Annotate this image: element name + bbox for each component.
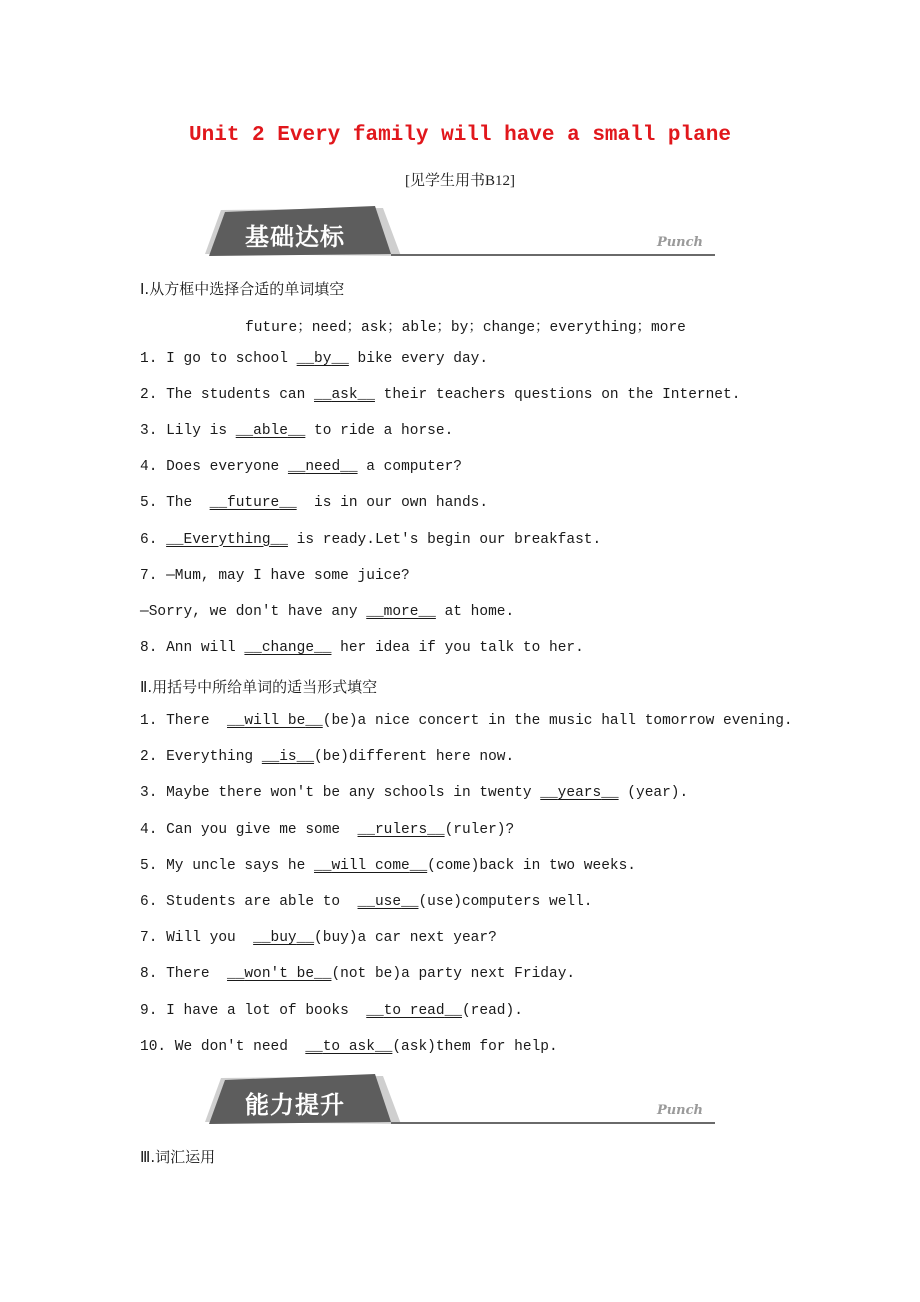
item-text: at home. bbox=[435, 603, 515, 620]
item-text: 10. We don't need bbox=[140, 1038, 306, 1055]
item-text: (not be)a party next Friday. bbox=[331, 966, 576, 983]
item-text: (ruler)? bbox=[444, 821, 515, 838]
exercise-item bbox=[140, 930, 497, 946]
item-text: 2. The students can bbox=[140, 387, 315, 404]
blank-underline: __ bbox=[279, 495, 297, 512]
blank-underline: __ bbox=[314, 387, 332, 404]
item-text: (use)computers well. bbox=[418, 894, 593, 910]
item-text: —Sorry, we don't have any bbox=[140, 603, 367, 620]
blank-underline: __ bbox=[287, 423, 306, 440]
item-text: 7. —Mum, may I have some juice? bbox=[140, 567, 410, 584]
item-text: (come)back in two weeks. bbox=[427, 857, 637, 874]
blank-underline: __ bbox=[357, 894, 375, 910]
exercise-item bbox=[140, 459, 462, 475]
exercise-item bbox=[140, 785, 688, 801]
answer-text: ask bbox=[331, 387, 358, 404]
exercise-item bbox=[140, 532, 601, 548]
item-text: 6. Students are able to bbox=[140, 894, 358, 910]
answer-text: won't be bbox=[244, 966, 315, 983]
item-text: 9. I have a lot of books bbox=[140, 1002, 367, 1019]
item-text: 3. Lily is bbox=[140, 423, 236, 440]
blank-underline: __ bbox=[366, 603, 384, 620]
blank-underline: __ bbox=[209, 495, 228, 512]
answer-text: more bbox=[383, 603, 419, 620]
item-text: 8. There bbox=[140, 966, 228, 983]
item-text: (be)different here now. bbox=[314, 749, 515, 766]
word-box: future；need；ask；able；by；change；everything；more bbox=[245, 320, 686, 336]
exercise-item bbox=[140, 749, 514, 765]
answer-text: is bbox=[279, 749, 297, 766]
section-banner-advanced bbox=[205, 1072, 717, 1126]
banner-title: 基础达标 bbox=[245, 223, 345, 251]
blank-underline: __ bbox=[331, 351, 349, 367]
item-text: (year). bbox=[618, 785, 689, 802]
blank-underline: __ bbox=[374, 1038, 393, 1055]
blank-underline: __ bbox=[287, 459, 306, 476]
blank-underline: __ bbox=[601, 785, 619, 802]
blank-underline: __ bbox=[314, 857, 332, 874]
item-text: (be)a nice concert in the music hall tomorrow evening. bbox=[322, 713, 793, 729]
exercise-item bbox=[140, 822, 514, 838]
answer-text: will come bbox=[331, 857, 410, 874]
answer-text: need bbox=[305, 459, 341, 476]
item-text: her idea if you talk to her. bbox=[331, 639, 584, 656]
answer-text: use bbox=[374, 894, 402, 910]
answer-text: by bbox=[314, 351, 332, 367]
item-text: their teachers questions on the Internet. bbox=[374, 387, 741, 404]
blank-underline: __ bbox=[409, 857, 428, 874]
blank-underline: __ bbox=[296, 930, 315, 947]
blank-underline: __ bbox=[296, 749, 315, 766]
item-text: 8. Ann will bbox=[140, 639, 245, 656]
item-text: 3. Maybe there won't be any schools in twenty bbox=[140, 785, 541, 802]
blank-underline: __ bbox=[418, 603, 436, 620]
blank-underline: __ bbox=[401, 894, 419, 910]
part2-heading: Ⅱ.用括号中所给单词的适当形式填空 bbox=[140, 678, 378, 696]
banner-punch-label: Punch bbox=[656, 235, 703, 250]
answer-text: to read bbox=[383, 1002, 445, 1019]
item-text: 1. There bbox=[140, 713, 228, 729]
item-text: (ask)them for help. bbox=[392, 1038, 558, 1055]
item-text: 4. Can you give me some bbox=[140, 821, 358, 838]
exercise-item bbox=[140, 713, 793, 729]
item-text: 5. My uncle says he bbox=[140, 857, 315, 874]
blank-underline: __ bbox=[305, 713, 323, 729]
page-title: Unit 2 Every family will have a small plane bbox=[189, 124, 731, 147]
answer-text: to ask bbox=[322, 1038, 375, 1055]
blank-underline: __ bbox=[305, 1038, 323, 1055]
exercise-item bbox=[140, 604, 514, 620]
exercise-item bbox=[140, 351, 488, 367]
answer-text: buy bbox=[270, 930, 297, 947]
exercise-item bbox=[140, 423, 453, 439]
blank-underline: __ bbox=[166, 531, 184, 548]
exercise-item bbox=[140, 1039, 558, 1055]
blank-underline: __ bbox=[227, 966, 245, 983]
answer-text: years bbox=[557, 785, 602, 802]
item-text: is ready.Let's begin our breakfast. bbox=[287, 531, 602, 548]
item-text: (read). bbox=[461, 1002, 523, 1019]
item-text: 1. I go to school bbox=[140, 351, 297, 367]
blank-underline: __ bbox=[427, 821, 445, 838]
exercise-item bbox=[140, 568, 410, 584]
item-text: is in our own hands. bbox=[296, 495, 489, 512]
blank-underline: __ bbox=[235, 423, 254, 440]
blank-underline: __ bbox=[366, 1002, 384, 1019]
item-text: 5. The bbox=[140, 495, 210, 512]
exercise-item bbox=[140, 387, 740, 403]
item-text: 7. Will you bbox=[140, 930, 254, 947]
blank-underline: __ bbox=[357, 821, 375, 838]
exercise-item bbox=[140, 966, 575, 982]
section-banner-basic bbox=[205, 204, 717, 258]
blank-underline: __ bbox=[314, 966, 332, 983]
blank-underline: __ bbox=[253, 930, 271, 947]
exercise-item bbox=[140, 894, 593, 910]
item-text: (buy)a car next year? bbox=[314, 930, 497, 947]
answer-text: Everything bbox=[183, 531, 271, 548]
item-text: a computer? bbox=[357, 459, 462, 476]
blank-underline: __ bbox=[227, 713, 245, 729]
blank-underline: __ bbox=[296, 351, 315, 367]
blank-underline: __ bbox=[261, 749, 280, 766]
blank-underline: __ bbox=[314, 639, 332, 656]
item-text: 6. bbox=[140, 531, 167, 548]
page-subtitle: [见学生用书B12] bbox=[405, 173, 515, 189]
exercise-item bbox=[140, 640, 584, 656]
blank-underline: __ bbox=[357, 387, 375, 404]
blank-underline: __ bbox=[340, 459, 358, 476]
answer-text: rulers bbox=[374, 821, 428, 838]
answer-text: able bbox=[253, 423, 288, 440]
exercise-item bbox=[140, 495, 488, 511]
item-text: 4. Does everyone bbox=[140, 459, 288, 476]
blank-underline: __ bbox=[270, 531, 288, 548]
blank-underline: __ bbox=[540, 785, 558, 802]
item-text: 2. Everything bbox=[140, 749, 262, 766]
banner-title: 能力提升 bbox=[245, 1091, 345, 1119]
answer-text: will be bbox=[244, 713, 306, 729]
blank-underline: __ bbox=[444, 1002, 462, 1019]
item-text: to ride a horse. bbox=[305, 423, 454, 440]
exercise-item bbox=[140, 1003, 523, 1019]
part3-heading: Ⅲ.词汇运用 bbox=[140, 1148, 216, 1166]
answer-text: change bbox=[261, 639, 315, 656]
banner-punch-label: Punch bbox=[656, 1103, 703, 1118]
answer-text: future bbox=[227, 495, 280, 512]
blank-underline: __ bbox=[244, 639, 262, 656]
part1-heading: Ⅰ.从方框中选择合适的单词填空 bbox=[140, 280, 345, 298]
exercise-item bbox=[140, 858, 636, 874]
item-text: bike every day. bbox=[348, 351, 489, 367]
